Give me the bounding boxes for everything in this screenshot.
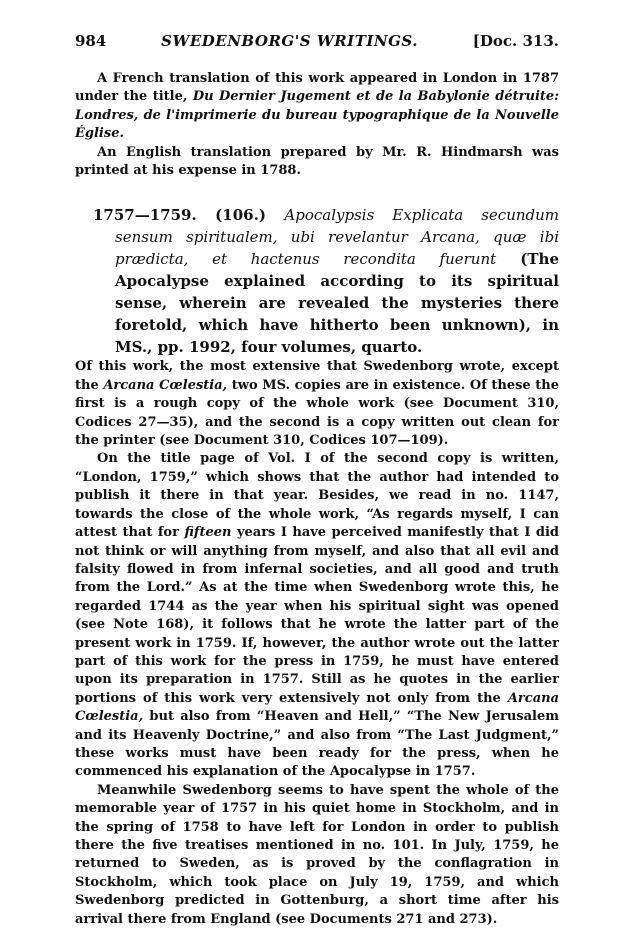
paragraph-2: [75, 450, 559, 781]
page-number: 984: [75, 32, 107, 50]
arcana-title-2: Arcana Cœlestia,: [75, 690, 559, 725]
paragraph-1-text-a: Of this work, the most extensive that Swedenborg wrote, except the: [75, 359, 559, 393]
arcana-title: Arcana Cœlestia,: [103, 377, 228, 393]
page-body: [75, 70, 559, 929]
paragraph-3: Meanwhile Swedenborg seems to have spent the whole of the memorable year of 1757 in his quiet home in Stockholm, and in the spring of 1758 to have left for London in order to publish there the five treatises mentioned in no. 101. In July, 1759, he returned to Sweden, as is proved by the conflagration in Stockholm, which took place on July 19, 1759, and which Swedenborg predicted in Gottenburg, a short time after his arrival there from England (see Documents 271 and 273).: [75, 782, 559, 927]
intro-paragraph-1: [75, 70, 559, 144]
paragraph-1: [75, 358, 559, 450]
french-title: Du Dernier Jugement et de la Babylonie détruite: Londres, de l'imprimerie du bureau typographique de la Nouvelle Église.: [75, 89, 559, 142]
entry-heading: 1757—1759. (106.): [93, 206, 285, 225]
paragraph-2-text-c: but also from “Heaven and Hell,” “The New Jerusalem and its Heavenly Doctrine,” and also from “The Last Judgment,” these works must have been ready for the press, when he commenced his explanation of the Apocalypse in 1757.: [75, 709, 559, 780]
intro-paragraph-2: An English translation prepared by Mr. R. Hindmarsh was printed at his expense in 1788.: [75, 144, 559, 179]
intro-text: A French translation of this work appeared in London in 1787 under the title,: [75, 71, 559, 105]
doc-reference: [Doc. 313.: [472, 32, 559, 50]
page-header: [75, 32, 559, 50]
paragraph-2-text-b: years I have perceived manifestly that I did not think or will anything from myself, and also that all evil and falsity flowed in from infernal societies, and all good and truth from the Lord.” As at the time when Swedenborg wrote this, he regarded 1744 as the year when his spiritual sight was opened (see Note 168), it follows that he wrote the latter part of the present work in 1759. If, however, the author wrote out the latter part of this work for the press in 1759, he must have entered upon its preparation in 1757. Still as he quotes in the earlier portions of this work very extensively not only from the: [75, 525, 559, 706]
paragraph-2-text-a: On the title page of Vol. I of the second copy is written, “London, 1759,” which shows that the author had intended to publish it there in that year. Besides, we read in no. 1147, towards the close of the whole work, “As regards myself, I can attest that for: [75, 451, 559, 541]
entry-english-title: (The Apocalypse explained according to its spiritual sense, wherein are revealed the mysteries there foretold, which have hitherto been unknown), in MS., pp. 1992, four volumes, quarto.: [115, 250, 559, 357]
entry-latin-title: Apocalypsis Explicata secundum sensum spiritualem, ubi revelantur Arcana, quæ ibi prædicta, et hactenus recondita fuerunt: [115, 206, 559, 269]
emphasis-fifteen: fifteen: [184, 525, 232, 541]
paragraph-1-text-b: two MS. copies are in existence. Of these the first is a rough copy of the whole work (see Document 310, Codices 27—35), and the second is a copy written out clean for the printer (see Document 310, Codices 107—109).: [75, 377, 559, 449]
catalogue-entry: [75, 204, 559, 358]
running-title: SWEDENBORG'S WRITINGS.: [161, 32, 418, 50]
